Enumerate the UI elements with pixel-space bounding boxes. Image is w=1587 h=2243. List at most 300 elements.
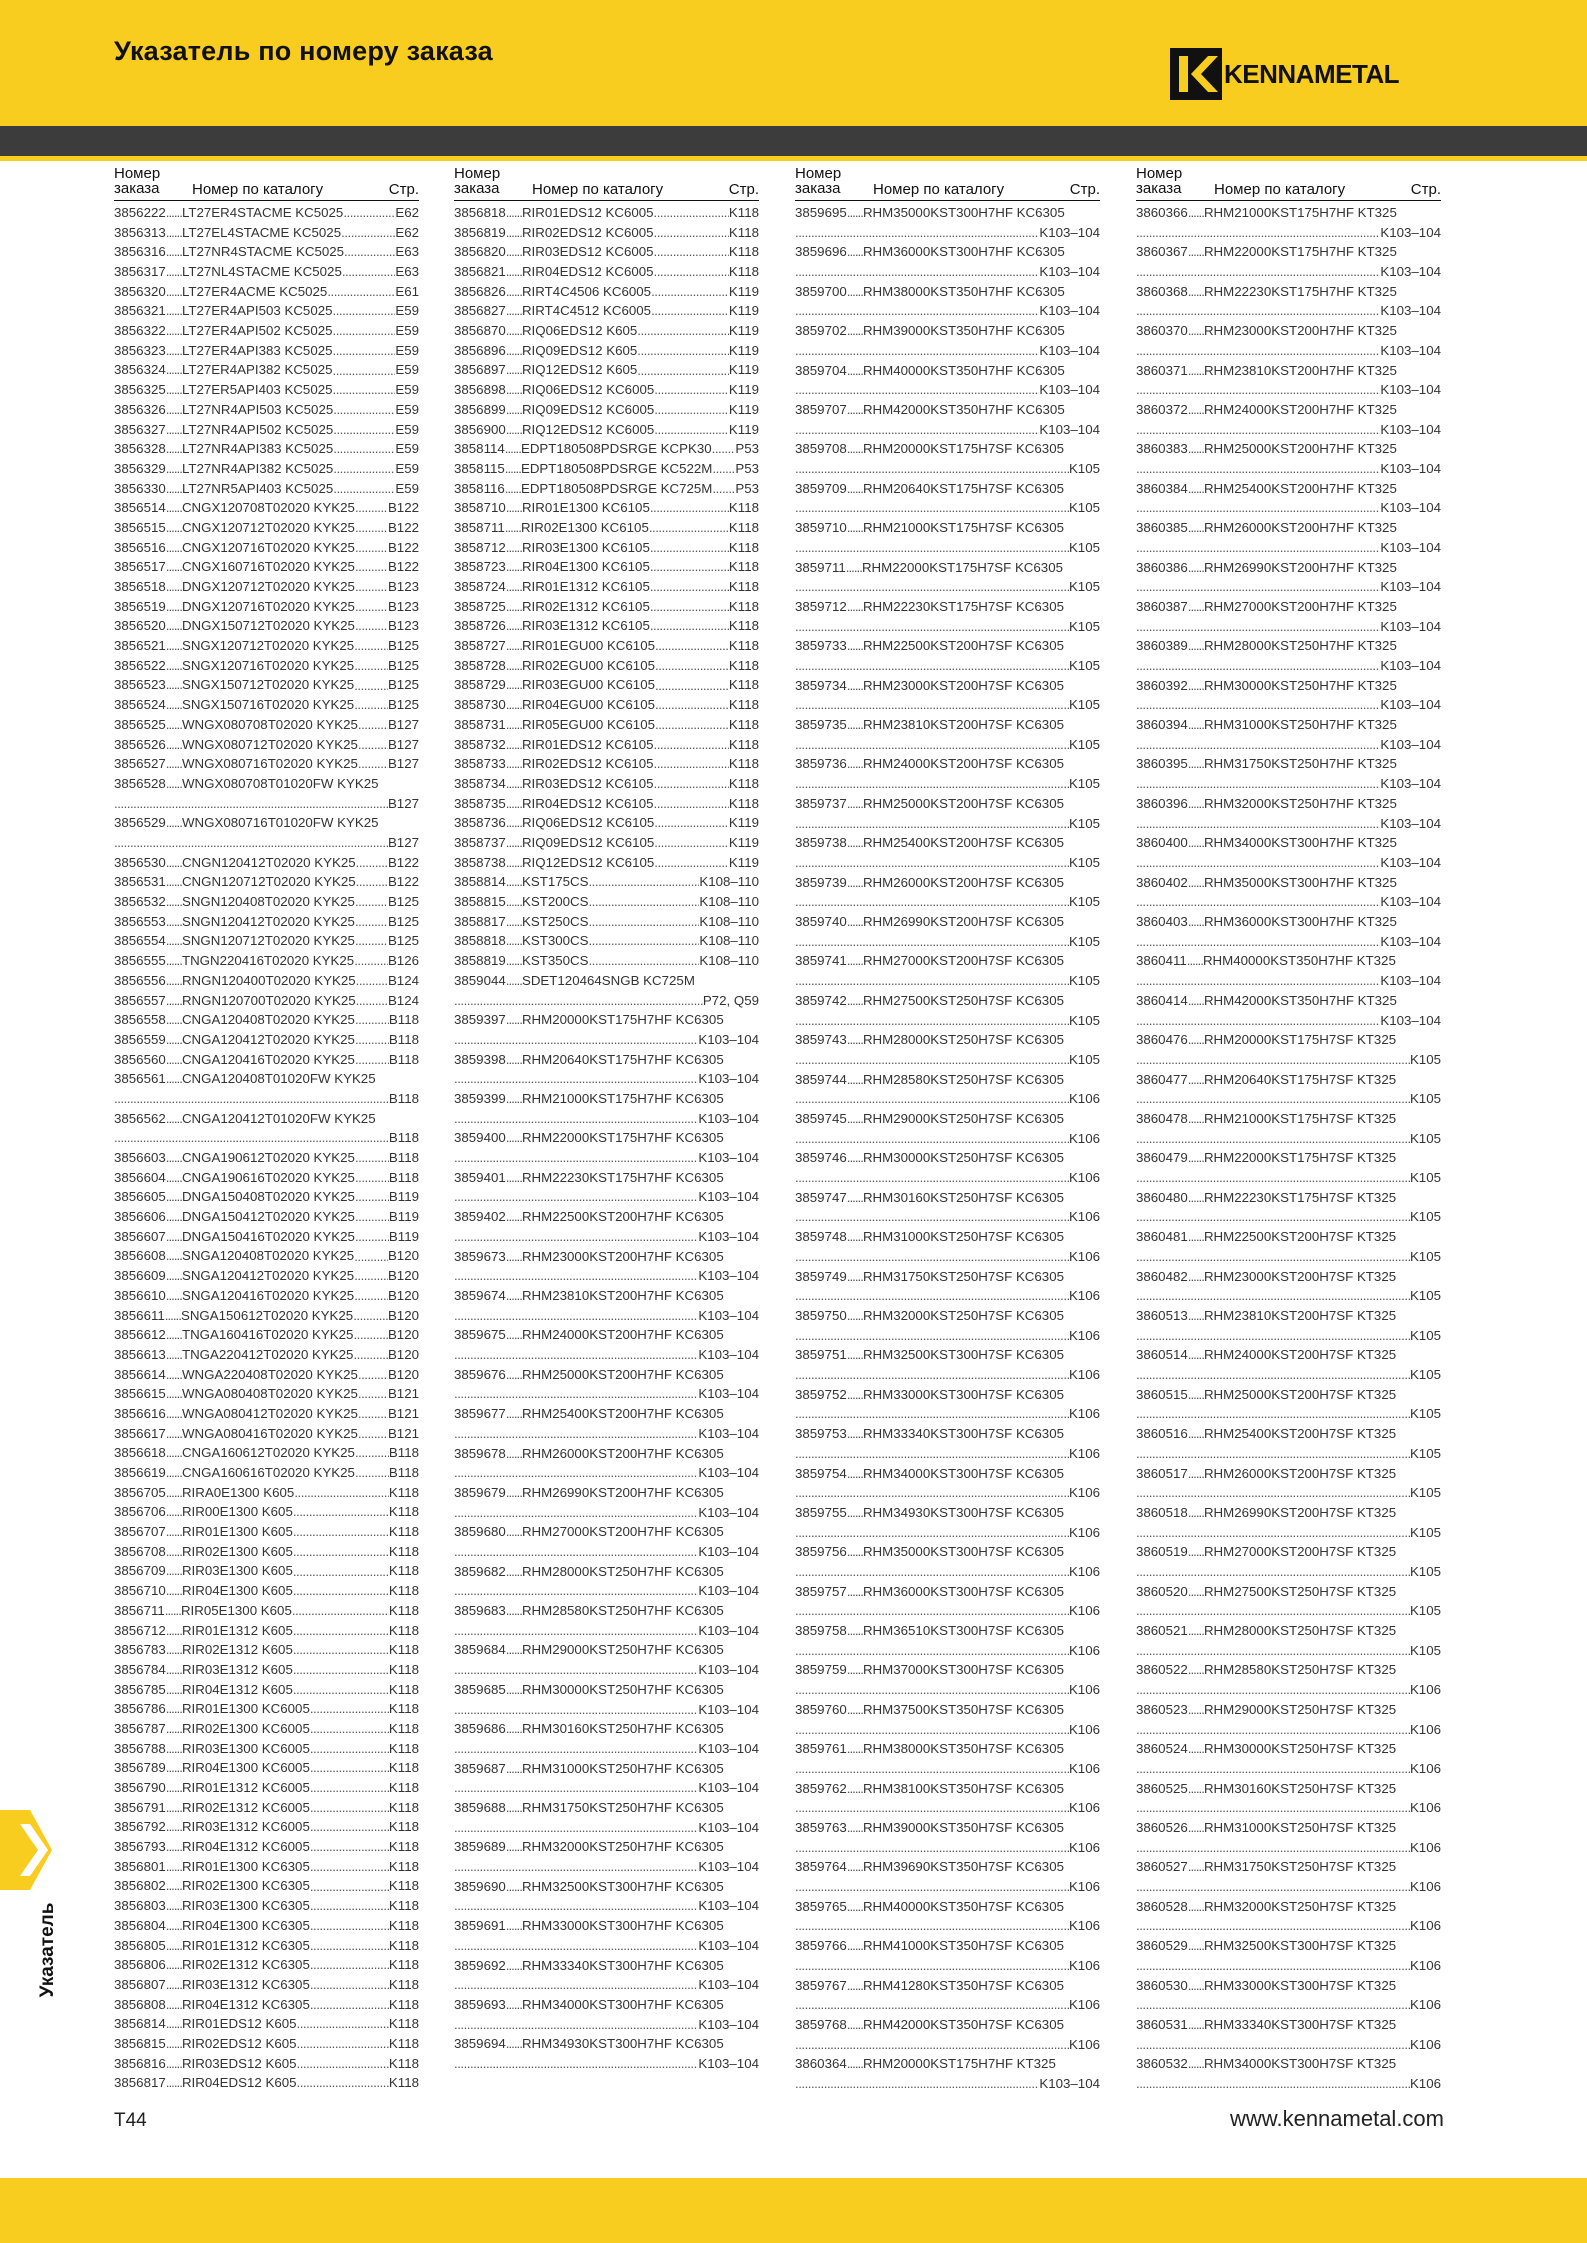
leader-dots: ......	[1187, 1544, 1204, 1560]
list-item	[1136, 636, 1441, 675]
page-reference: K105	[1409, 1288, 1441, 1304]
leader-dots	[650, 498, 729, 518]
list-item	[454, 1759, 759, 1798]
catalog-number: RHM33000KST300H7SF KT325	[1203, 1977, 1397, 1993]
leader-dots	[637, 341, 729, 361]
list-item	[114, 1424, 419, 1444]
catalog-number: KST300CS	[521, 933, 589, 949]
leader-dots	[327, 282, 395, 302]
list-item	[114, 262, 419, 282]
list-item	[114, 1719, 419, 1739]
leader-dots	[356, 853, 388, 873]
catalog-number: RHM34000KST300H7HF KT325	[1203, 835, 1397, 851]
leader-dots	[355, 538, 388, 558]
column-header-order-line2: заказа	[114, 180, 160, 197]
order-number: 3858731	[454, 716, 506, 732]
leader-dots: ......	[165, 1740, 182, 1756]
catalog-number: RHM33340KST300H7SF KT325	[1203, 2016, 1397, 2032]
leader-dots: ......	[165, 815, 182, 831]
leader-dots: ......	[505, 933, 522, 949]
leader-dots	[454, 1069, 698, 1089]
list-item	[114, 1739, 419, 1759]
list-item	[114, 1404, 419, 1424]
list-item	[114, 715, 419, 735]
leader-dots	[795, 735, 1069, 755]
leader-dots	[358, 1424, 388, 1444]
catalog-number: RHM32000KST250H7SF KT325	[1203, 1898, 1397, 1914]
leader-dots: ......	[505, 204, 522, 220]
catalog-number: LT27ER4API382 KC5025	[181, 362, 333, 378]
catalog-number: RHM32500KST300H7HF KC6305	[521, 1878, 724, 1894]
leader-dots	[454, 1936, 698, 1956]
page-reference: K103–104	[1380, 894, 1441, 910]
catalog-number: RIR01E1300 K605	[181, 1524, 293, 1540]
catalog-number: RHM20000KST175H7SF KC6305	[862, 441, 1064, 457]
leader-dots: ......	[505, 1445, 522, 1461]
catalog-number: RHM25400KST200H7SF KT325	[1203, 1426, 1397, 1442]
list-item	[114, 1778, 419, 1798]
leader-dots: ......	[846, 1504, 863, 1520]
list-item	[454, 853, 759, 873]
leader-dots: ......	[505, 736, 522, 752]
leader-dots: ......	[505, 1130, 522, 1146]
order-number: 3858116	[454, 480, 505, 496]
list-item	[454, 400, 759, 420]
leader-dots	[795, 380, 1039, 400]
leader-dots: ......	[165, 756, 182, 772]
catalog-number: RHM26000KST200H7SF KC6305	[862, 874, 1064, 890]
leader-dots	[454, 1227, 698, 1247]
list-item	[114, 656, 419, 676]
leader-dots	[1136, 420, 1380, 440]
leader-dots	[333, 301, 396, 321]
page-reference: K103–104	[1380, 461, 1441, 477]
list-item	[454, 656, 759, 676]
order-number: 3859739	[795, 874, 847, 890]
list-item	[454, 1128, 759, 1167]
page-reference: K106	[1068, 1957, 1100, 1973]
page-reference: K118	[388, 1839, 419, 1855]
leader-dots	[1136, 341, 1380, 361]
leader-dots	[355, 1463, 389, 1483]
page-reference: K118	[728, 598, 759, 614]
leader-dots: ......	[165, 1583, 182, 1599]
page-reference: K103–104	[1380, 382, 1441, 398]
leader-dots	[310, 1877, 389, 1897]
list-item	[114, 1916, 419, 1936]
leader-dots	[310, 1798, 389, 1818]
leader-dots	[795, 2035, 1069, 2055]
leader-dots: ......	[165, 736, 182, 752]
leader-dots	[588, 872, 699, 892]
catalog-number: CNGX120716T02020 KYK25	[181, 539, 355, 555]
list-item	[1136, 1779, 1441, 1818]
leader-dots: ......	[505, 283, 522, 299]
catalog-number: RIR01E1300 KC6105	[521, 500, 650, 516]
list-item	[795, 203, 1100, 242]
list-item	[1136, 1070, 1441, 1109]
list-item	[114, 2014, 419, 2034]
page-reference: K103–104	[698, 2056, 759, 2072]
leader-dots: ......	[1187, 1032, 1204, 1048]
leader-dots	[297, 2054, 389, 2074]
catalog-number: RHM20640KST175H7SF KT325	[1203, 1071, 1397, 1087]
list-item	[1136, 400, 1441, 439]
catalog-number: RHM36000KST300H7HF KC6305	[862, 244, 1065, 260]
leader-dots	[310, 1778, 389, 1798]
page-reference: B127	[387, 756, 419, 772]
order-number: 3856532	[114, 894, 166, 910]
leader-dots: ......	[1187, 1110, 1204, 1126]
list-item	[114, 1463, 419, 1483]
page-reference: K103–104	[698, 1110, 759, 1126]
column-header-order	[795, 166, 841, 196]
page-reference: B119	[388, 1209, 419, 1225]
page-reference: B127	[387, 736, 419, 752]
page-reference: K105	[1068, 500, 1100, 516]
catalog-number: RHM22500KST200H7HF KC6305	[521, 1209, 724, 1225]
leader-dots	[310, 1739, 389, 1759]
list-item	[1136, 1030, 1441, 1069]
page-reference: K103–104	[698, 1465, 759, 1481]
order-number: 3856791	[114, 1799, 166, 1815]
page-reference: K118	[388, 1898, 419, 1914]
leader-dots: ......	[846, 1189, 863, 1205]
leader-dots: ......	[505, 382, 522, 398]
order-number: 3856805	[114, 1937, 166, 1953]
column-header-order-line1: Номер	[114, 165, 161, 182]
leader-dots: ......	[165, 854, 182, 870]
page-reference: K103–104	[1039, 224, 1100, 240]
leader-dots: ......	[846, 1701, 863, 1717]
page-reference: K119	[728, 834, 759, 850]
page-reference: K103–104	[1380, 421, 1441, 437]
order-number: 3860476	[1136, 1032, 1188, 1048]
leader-dots: ......	[1187, 1307, 1204, 1323]
leader-dots	[795, 262, 1039, 282]
page-reference: K103–104	[698, 1937, 759, 1953]
order-number: 3856313	[114, 224, 166, 240]
leader-dots	[355, 1187, 389, 1207]
page-reference: E62	[395, 204, 419, 220]
leader-dots: ......	[165, 480, 182, 496]
list-item	[114, 1896, 419, 1916]
leader-dots	[358, 715, 388, 735]
page-reference: K118	[728, 756, 759, 772]
page-reference: B125	[387, 913, 419, 929]
page-reference: K118	[388, 1976, 419, 1992]
page-reference: K105	[1068, 933, 1100, 949]
list-item	[114, 1581, 419, 1601]
order-number: 3860525	[1136, 1780, 1188, 1796]
catalog-number: SNGN120412T02020 KYK25	[181, 913, 355, 929]
leader-dots: ......	[505, 1012, 522, 1028]
order-number: 3860367	[1136, 244, 1188, 260]
leader-dots	[1136, 971, 1380, 991]
leader-dots	[654, 420, 729, 440]
column-header-order-line2: заказа	[454, 180, 500, 197]
catalog-number: RIR01E1300 KC6305	[181, 1858, 310, 1874]
leader-dots: ......	[846, 1071, 863, 1087]
page-reference: B122	[387, 854, 419, 870]
list-item	[114, 1187, 419, 1207]
order-number: 3860480	[1136, 1189, 1188, 1205]
leader-dots	[1136, 1720, 1410, 1740]
leader-dots: ......	[165, 421, 182, 437]
catalog-number: RHM21000KST175H7HF KT325	[1203, 205, 1397, 220]
page-reference: K118	[388, 1504, 419, 1520]
order-number: 3856793	[114, 1839, 166, 1855]
catalog-number: RHM25000KST200H7HF KC6305	[521, 1366, 724, 1382]
page-reference: K105	[1068, 815, 1100, 831]
list-item	[454, 1640, 759, 1679]
page-reference: K103–104	[698, 1189, 759, 1205]
logo-wordmark: KENNAMETAL	[1224, 58, 1400, 89]
catalog-number: RHM28000KST250H7HF KC6305	[521, 1563, 724, 1579]
page-reference: E62	[395, 224, 419, 240]
leader-dots: ......	[505, 1996, 522, 2012]
order-number: 3856555	[114, 953, 166, 969]
order-number: 3859691	[454, 1918, 506, 1934]
catalog-number: RHM26990KST200H7HF KT325	[1203, 559, 1397, 575]
leader-dots: ......	[1187, 1662, 1204, 1678]
list-item	[114, 1050, 419, 1070]
page-reference: B118	[388, 1051, 419, 1067]
order-number: 3859760	[795, 1701, 847, 1717]
leader-dots: ......	[164, 1307, 181, 1323]
leader-dots	[358, 1384, 388, 1404]
list-item	[114, 301, 419, 321]
list-item	[454, 1562, 759, 1601]
order-number: 3859702	[795, 323, 847, 339]
list-item	[114, 498, 419, 518]
list-item	[1136, 1503, 1441, 1542]
leader-dots	[1136, 1129, 1410, 1149]
catalog-number: TNGA160416T02020 KYK25	[181, 1327, 354, 1343]
leader-dots	[1136, 538, 1380, 558]
leader-dots: ......	[1187, 401, 1204, 417]
page-reference: K103–104	[1039, 382, 1100, 398]
page-reference: E59	[395, 421, 419, 437]
list-item	[114, 912, 419, 932]
leader-dots	[795, 1286, 1069, 1306]
page-reference: E59	[395, 382, 419, 398]
page-reference: B118	[388, 1465, 419, 1481]
catalog-number: SNGA120408T02020 KYK25	[181, 1248, 355, 1264]
leader-dots: ......	[505, 1366, 522, 1382]
leader-dots	[1136, 814, 1380, 834]
order-number: 3856814	[114, 2016, 166, 2032]
leader-dots: ......	[165, 1957, 182, 1973]
page-reference: B127	[387, 716, 419, 732]
order-number: 3860529	[1136, 1938, 1188, 1954]
order-number: 3858733	[454, 756, 506, 772]
order-number: 3859734	[795, 677, 847, 693]
catalog-number: SNGA120412T02020 KYK25	[181, 1268, 355, 1284]
page-reference: B121	[387, 1386, 419, 1402]
leader-dots	[1136, 1247, 1410, 1267]
order-number: 3858723	[454, 559, 506, 575]
page-reference: B120	[387, 1327, 419, 1343]
page-reference: E59	[395, 303, 419, 319]
leader-dots: ......	[505, 342, 522, 358]
leader-dots	[310, 1955, 389, 1975]
leader-dots: ......	[165, 1110, 182, 1126]
order-number: 3859686	[454, 1721, 506, 1737]
order-number: 3860527	[1136, 1859, 1188, 1875]
leader-dots: ......	[846, 205, 863, 220]
page-reference: K105	[1068, 697, 1100, 713]
leader-dots	[1136, 1168, 1410, 1188]
leader-dots: ......	[505, 775, 522, 791]
order-number: 3858732	[454, 736, 506, 752]
order-number: 3859758	[795, 1623, 847, 1639]
leader-dots	[454, 1109, 698, 1129]
page-reference: K106	[1068, 1563, 1100, 1579]
list-item	[114, 1562, 419, 1582]
catalog-number: RHM22230KST175H7HF KT325	[1203, 283, 1397, 299]
order-number: 3858819	[454, 953, 506, 969]
catalog-number: RIR03EGU00 KC6105	[521, 677, 655, 693]
leader-dots	[651, 301, 729, 321]
list-item	[454, 1522, 759, 1561]
leader-dots	[293, 1680, 389, 1700]
leader-dots	[454, 1581, 698, 1601]
page-reference: E61	[395, 283, 419, 299]
catalog-number: RHM20640KST175H7HF KC6305	[521, 1051, 724, 1067]
leader-dots: ......	[505, 697, 522, 713]
leader-dots	[1136, 262, 1380, 282]
catalog-number: RHM35000KST300H7HF KC6305	[862, 205, 1065, 220]
catalog-number: LT27ER4API502 KC5025	[181, 323, 333, 339]
list-item	[795, 1188, 1100, 1227]
page-reference: K106	[1068, 1839, 1100, 1855]
order-number: 3859044	[454, 972, 506, 988]
list-item	[114, 577, 419, 597]
page-reference: K103–104	[1380, 224, 1441, 240]
catalog-number: RIR01EDS12 K605	[181, 2016, 297, 2032]
page-reference: P53	[735, 441, 759, 457]
page-reference: B118	[388, 1150, 419, 1166]
catalog-number: RHM21000KST175H7SF KT325	[1203, 1110, 1397, 1126]
leader-dots: ......	[1187, 441, 1204, 457]
leader-dots	[353, 1345, 387, 1365]
order-number: 3859736	[795, 756, 847, 772]
order-number: 3860521	[1136, 1623, 1188, 1639]
leader-dots: ......	[165, 1504, 182, 1520]
leader-dots: ......	[846, 677, 863, 693]
catalog-number: RHM38000KST350H7HF KC6305	[862, 283, 1065, 299]
list-item	[1136, 873, 1441, 912]
leader-dots	[1136, 459, 1380, 479]
order-number: 3858727	[454, 638, 506, 654]
page-reference: K103–104	[698, 1977, 759, 1993]
order-number: 3856521	[114, 638, 166, 654]
leader-dots: ......	[505, 756, 522, 772]
list-item	[454, 616, 759, 636]
leader-dots	[355, 1030, 389, 1050]
order-number: 3860383	[1136, 441, 1188, 457]
catalog-number: LT27NL4STACME KC5025	[181, 264, 342, 280]
page-reference: K103–104	[698, 1701, 759, 1717]
leader-dots: ......	[846, 323, 863, 339]
list-item	[454, 439, 759, 459]
order-number: 3859679	[454, 1484, 506, 1500]
leader-dots	[355, 616, 388, 636]
catalog-number: RIR01E1300 KC6005	[181, 1701, 310, 1717]
leader-dots: ......	[165, 1031, 182, 1047]
catalog-number: RHM32500KST300H7SF KT325	[1203, 1938, 1397, 1954]
order-number: 3858730	[454, 697, 506, 713]
page-reference: K103–104	[698, 1898, 759, 1914]
leader-dots: ......	[846, 638, 863, 654]
leader-dots: ......	[165, 913, 182, 929]
order-number: 3859763	[795, 1820, 847, 1836]
leader-dots: ......	[1187, 1347, 1204, 1363]
kennametal-logo	[1170, 48, 1399, 100]
list-item	[795, 1542, 1100, 1581]
catalog-number: RHM30000KST250H7HF KC6305	[521, 1681, 724, 1697]
leader-dots: ......	[165, 1386, 182, 1402]
catalog-number: RHM25400KST200H7HF KC6305	[521, 1406, 724, 1422]
catalog-number: RHM33340KST300H7HF KC6305	[521, 1957, 724, 1973]
catalog-number: RHM31750KST250H7HF KT325	[1203, 756, 1397, 772]
leader-dots	[355, 1050, 389, 1070]
page-reference: K118	[388, 1760, 419, 1776]
page-reference: K105	[1409, 1642, 1441, 1658]
list-item	[114, 1030, 419, 1050]
catalog-number: LT27ER4ACME KC5025	[181, 283, 328, 299]
page-reference: K106	[1068, 1524, 1100, 1540]
leader-dots	[795, 223, 1039, 243]
order-number: 3859399	[454, 1090, 506, 1106]
order-number: 3860530	[1136, 1977, 1188, 1993]
leader-dots: ......	[846, 1150, 863, 1166]
list-item	[114, 1837, 419, 1857]
leader-dots: ......	[505, 913, 522, 929]
order-number: 3856605	[114, 1189, 166, 1205]
list-item	[114, 1542, 419, 1562]
leader-dots	[333, 459, 395, 479]
catalog-number: RIR01EDS12 KC6005	[521, 204, 654, 220]
page-reference: K118	[728, 657, 759, 673]
order-number: 3856787	[114, 1720, 166, 1736]
leader-dots	[795, 1050, 1069, 1070]
leader-dots	[1136, 1877, 1410, 1897]
catalog-number: RHM31000KST250H7HF KT325	[1203, 717, 1397, 733]
page-reference: K108–110	[699, 874, 759, 890]
leader-dots	[712, 459, 735, 479]
leader-dots	[795, 1247, 1069, 1267]
order-number: 3859767	[795, 1977, 847, 1993]
list-item	[114, 1502, 419, 1522]
catalog-number: SNGN120712T02020 KYK25	[181, 933, 355, 949]
list-item	[454, 1050, 759, 1089]
order-number: 3856898	[454, 382, 506, 398]
order-number: 3859750	[795, 1307, 847, 1323]
order-number: 3856325	[114, 382, 166, 398]
page-reference: P53	[735, 460, 759, 476]
catalog-number: DNGA150412T02020 KYK25	[181, 1209, 355, 1225]
catalog-number: TNGN220416T02020 KYK25	[181, 953, 355, 969]
list-item	[454, 498, 759, 518]
catalog-number: RHM27500KST250H7SF KT325	[1203, 1583, 1397, 1599]
page-reference: K103–104	[698, 1740, 759, 1756]
page-reference: K106	[1068, 1091, 1100, 1107]
leader-dots: ......	[505, 1406, 522, 1422]
catalog-number: RHM31000KST250H7SF KC6305	[862, 1229, 1064, 1245]
leader-dots	[1136, 1011, 1380, 1031]
